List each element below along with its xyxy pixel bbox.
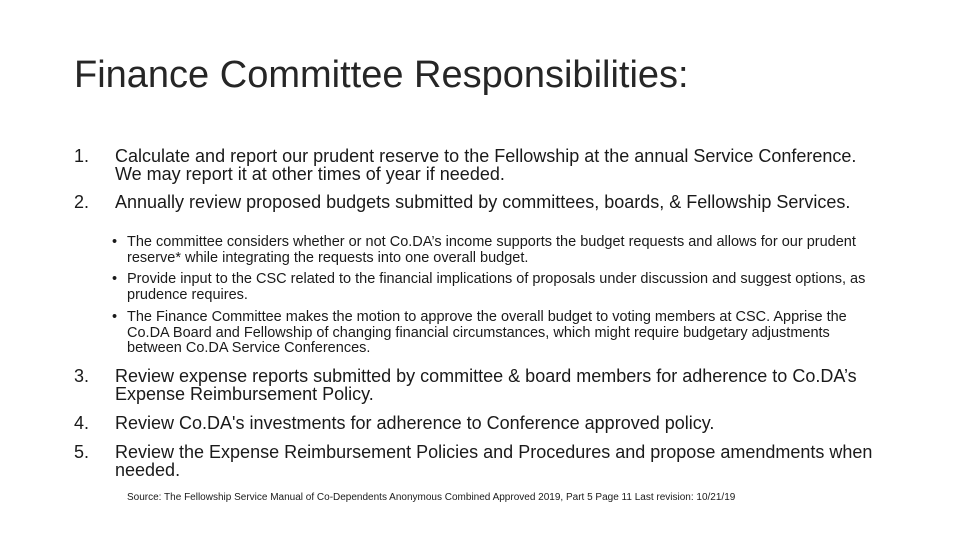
bullet-text: The committee considers whether or not Co.DA’s income supports the budget requests and allows for our prudent reserve* while integrating the requests into one overall budget. <box>127 234 856 266</box>
list-number: 2. <box>74 192 90 212</box>
list-number: 3. <box>74 366 90 386</box>
bullet-text: Provide input to the CSC related to the financial implications of proposals under discussion and suggest options, as prudence requires. <box>127 271 866 303</box>
list-number: 5. <box>74 442 90 462</box>
list-text: Review expense reports submitted by committee & board members for adherence to Co.DA’s Expense Reimbursement Policy. <box>115 366 857 404</box>
bullet-mark: • <box>112 309 118 325</box>
list-number: 4. <box>74 413 90 433</box>
list-text: Calculate and report our prudent reserve to the Fellowship at the annual Service Conference. We may report it at other times of year if needed. <box>115 146 857 184</box>
bullet-text: The Finance Committee makes the motion to approve the overall budget to voting members at CSC. Apprise the Co.DA Board and Fellowship of changing financial circumstances, which might require budgetary adjustments between Co.DA Service Conferences. <box>127 309 847 357</box>
bullet-mark: • <box>112 234 118 250</box>
bullet-mark: • <box>112 271 118 287</box>
list-text: Annually review proposed budgets submitted by committees, boards, & Fellowship Services. <box>115 192 851 212</box>
list-text: Review the Expense Reimbursement Policies and Procedures and propose amendments when needed. <box>115 442 873 480</box>
slide-title: Finance Committee Responsibilities: <box>74 54 689 96</box>
list-text: Review Co.DA's investments for adherence to Conference approved policy. <box>115 413 715 433</box>
list-number: 1. <box>74 146 90 166</box>
source-citation: Source: The Fellowship Service Manual of Co-Dependents Anonymous Combined Approved 2019, Part 5 Page 11 Last revision: 10/21/19 <box>127 492 736 503</box>
